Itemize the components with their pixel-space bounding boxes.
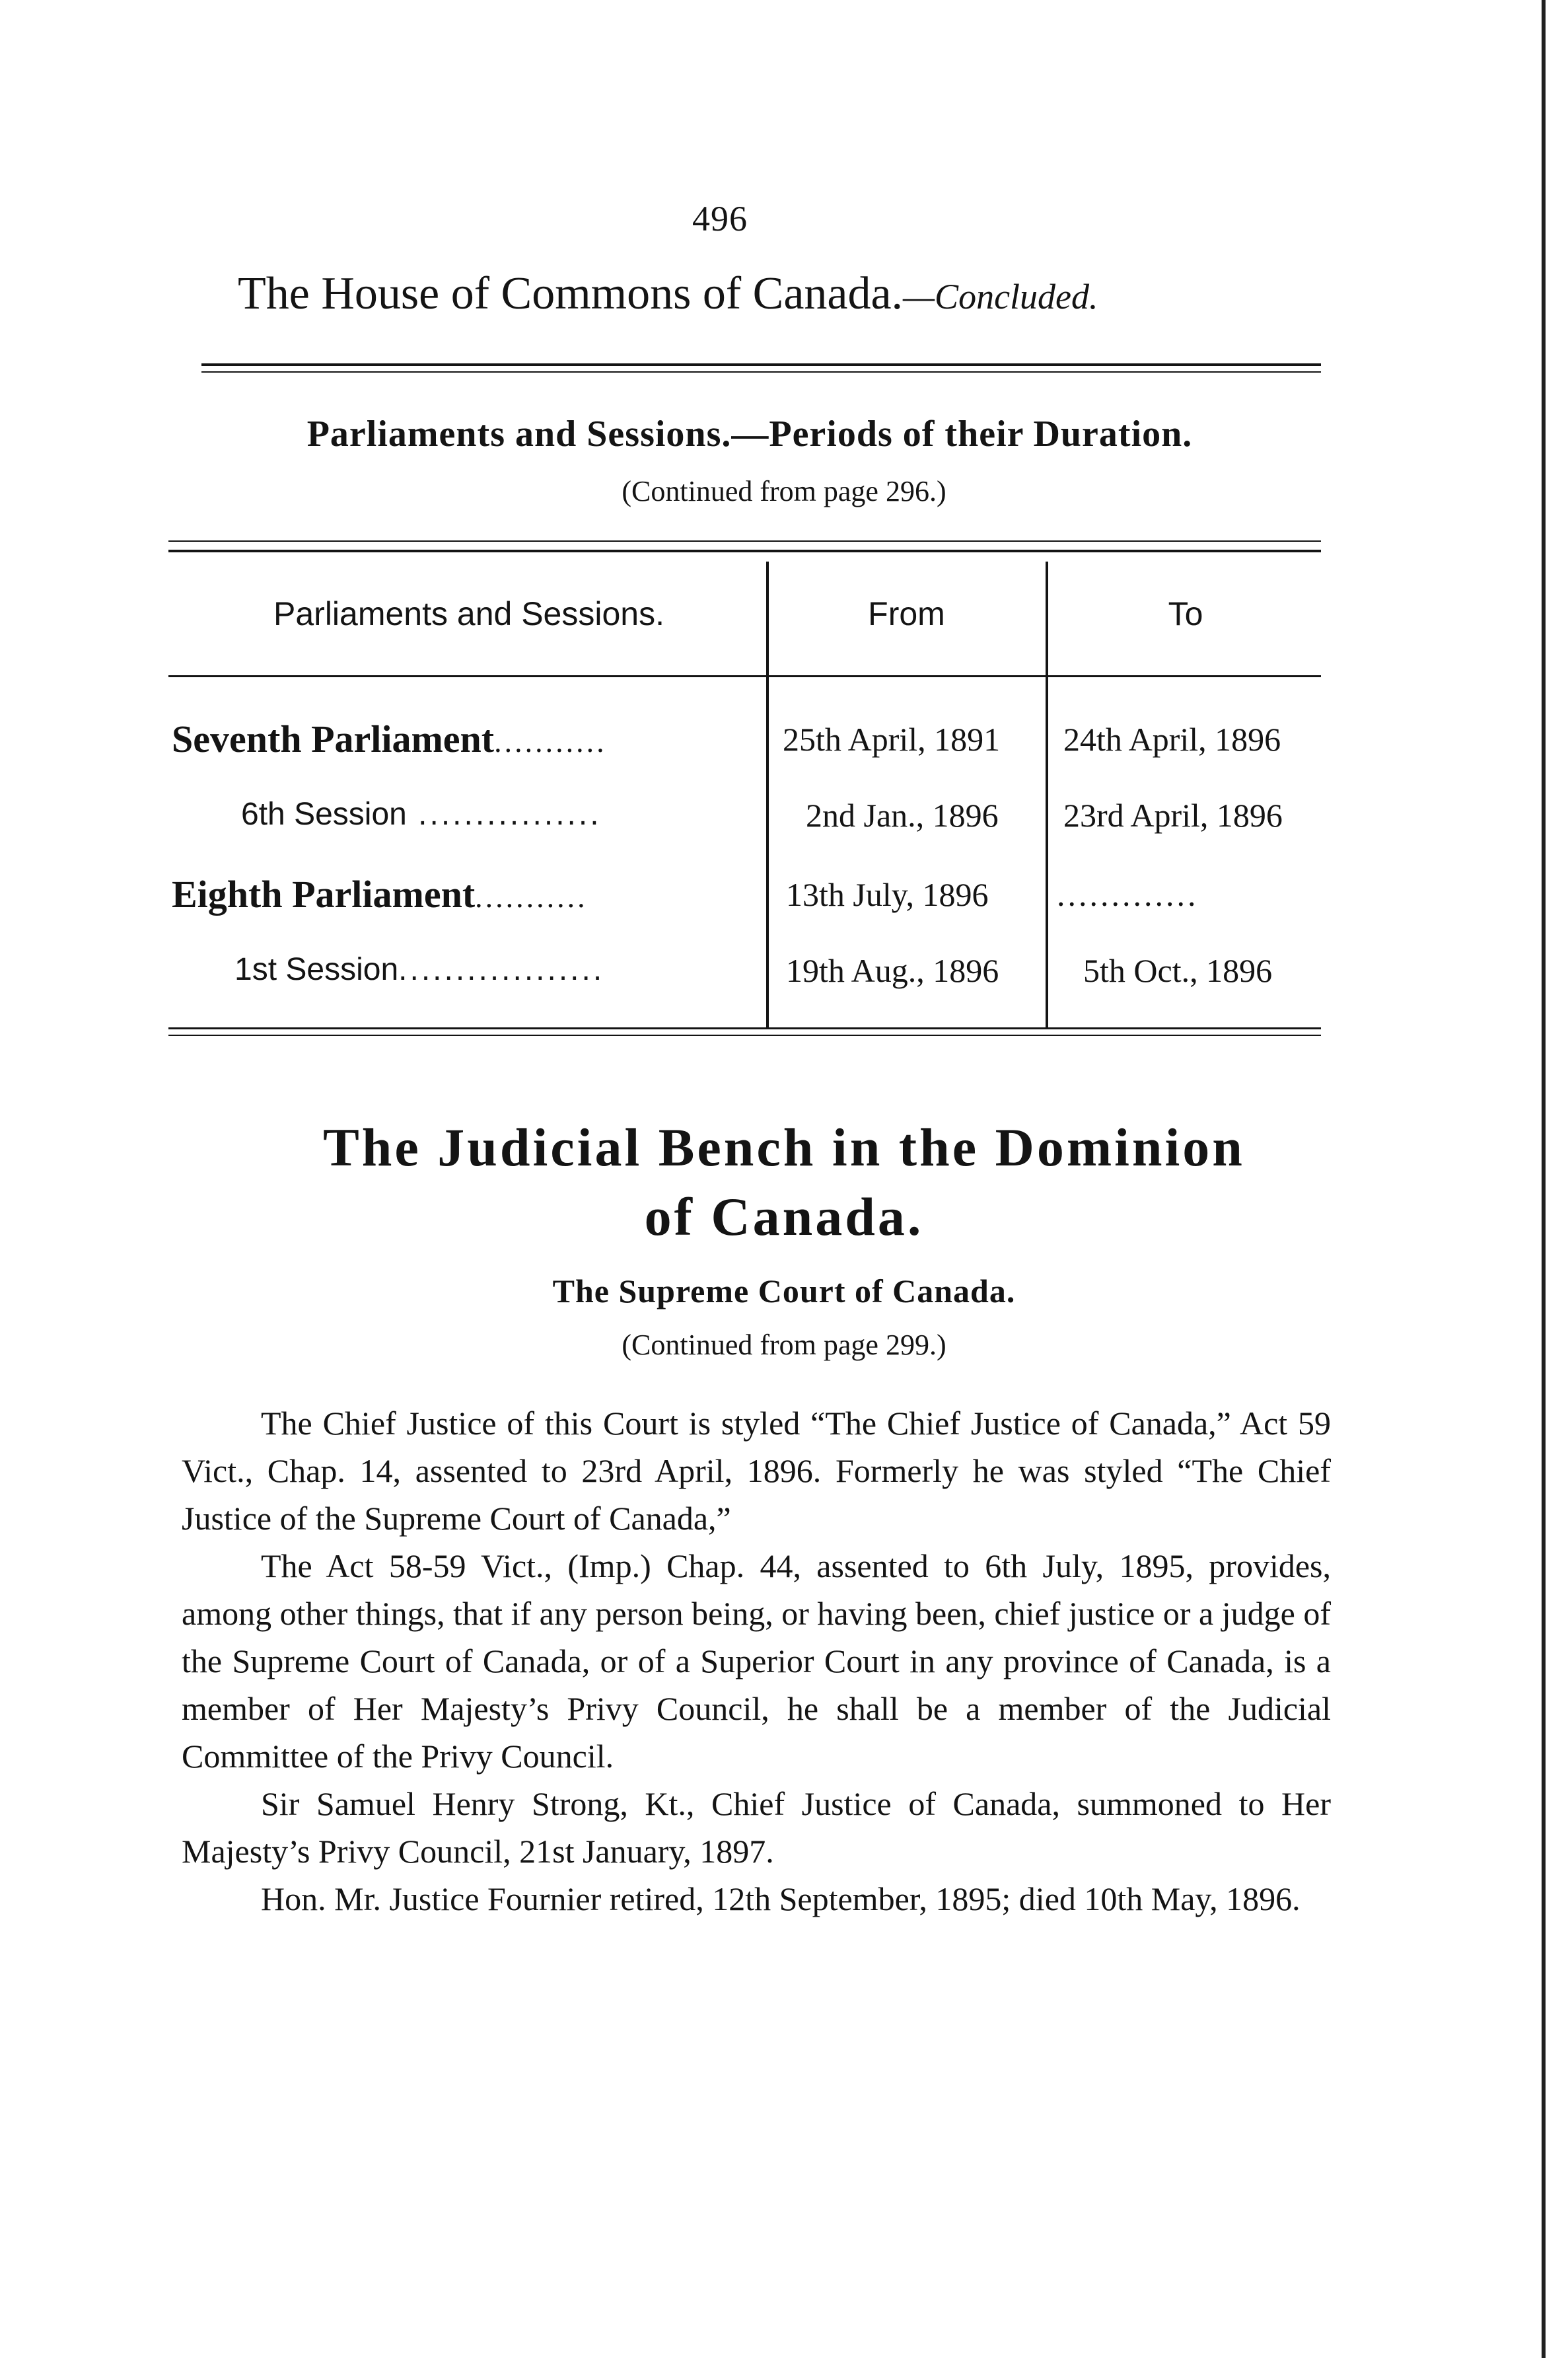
table-row-label: Eighth Parliament........... (172, 873, 588, 916)
column-header-parliaments: Parliaments and Sessions. (273, 595, 664, 632)
table-cell-from: 19th Aug., 1896 (786, 952, 999, 989)
table-cell-to: 24th April, 1896 (1063, 721, 1281, 758)
table-divider-to (1046, 562, 1048, 1027)
header-rule-bottom (201, 371, 1321, 373)
table-cell-from: 25th April, 1891 (783, 721, 1001, 758)
table-rule-top (168, 540, 1321, 542)
table-rule-bottom-2 (168, 1035, 1321, 1036)
table-rule-bottom (168, 1027, 1321, 1029)
table-rule-head (168, 675, 1321, 677)
table-cell-to: 5th Oct., 1896 (1083, 952, 1273, 989)
page-number: 496 (692, 199, 748, 239)
column-header-from: From (868, 595, 945, 632)
table-cell-from: 13th July, 1896 (786, 876, 989, 913)
page-edge-line (1542, 0, 1546, 2358)
header-suffix: —Concluded. (903, 277, 1098, 316)
parliaments-heading: Parliaments and Sessions.—Periods of their Duration. (306, 414, 1193, 455)
judicial-continued-note: (Continued from page 299.) (622, 1329, 946, 1361)
judicial-heading-line1: The Judicial Bench in the Dominion (323, 1117, 1245, 1177)
table-row-label: 1st Session.................. (234, 952, 605, 987)
table-row-label: Seventh Parliament........... (172, 718, 607, 760)
paragraph: Sir Samuel Henry Strong, Kt., Chief Justice of Canada, summoned to Her Majesty’s Privy Council, 21st January, 1897. (182, 1785, 1331, 1870)
judicial-body (182, 1399, 1331, 1923)
header-title: The House of Commons of Canada. (238, 268, 904, 319)
paragraph: The Chief Justice of this Court is styled “The Chief Justice of Canada,” Act 59 Vict., Chap. 14, assented to 23rd April, 1896. Formerly he was styled “The Chief Justice of the Supreme Court of Canada,” (182, 1405, 1331, 1537)
column-header-to: To (1168, 595, 1203, 632)
table-divider-from (766, 562, 769, 1027)
paragraph: Hon. Mr. Justice Fournier retired, 12th September, 1895; died 10th May, 1896. (261, 1880, 1301, 1917)
running-header (238, 268, 1098, 320)
parliaments-continued-note: (Continued from page 296.) (622, 475, 946, 507)
paragraph: The Act 58-59 Vict., (Imp.) Chap. 44, assented to 6th July, 1895, provides, among other things, that if any person being, or having been, chief justice or a judge of the Supreme Court of Canada, or of a Superior Court in any province of Canada, is a member of Her Majesty’s Privy Council, he shall be a member of the Judicial Committee of the Privy Council. (182, 1547, 1331, 1775)
table-rule-top-2 (168, 550, 1321, 552)
table-cell-to: ............. (1057, 876, 1199, 913)
table-row-label: 6th Session ................ (241, 797, 602, 832)
header-rule-top (201, 363, 1321, 366)
judicial-heading-line2: of Canada. (644, 1187, 924, 1247)
supreme-court-subheading: The Supreme Court of Canada. (552, 1272, 1016, 1309)
table-cell-from: 2nd Jan., 1896 (806, 797, 999, 834)
table-cell-to: 23rd April, 1896 (1063, 797, 1283, 834)
